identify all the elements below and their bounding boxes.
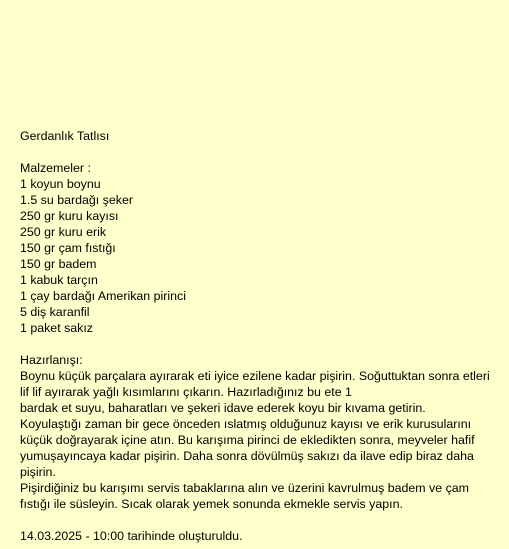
preparation-paragraph: Pişirdiğiniz bu karışımı servis tabaklarına alın ve üzerini kavrulmuş badem ve çam fıstığı ile süsleyin. Sıcak olarak yemek sonunda ekmekle servis yapın.: [20, 481, 469, 511]
spacer: [20, 512, 500, 528]
ingredient-item: 150 gr çam fıstığı: [20, 241, 116, 255]
spacer: [20, 336, 500, 352]
ingredient-item: 1 çay bardağı Amerikan pirinci: [20, 289, 186, 303]
preparation-paragraph: Boynu küçük parçalara ayırarak eti iyice ezilene kadar pişirin. Soğuttuktan sonra etleri lif lif ayırarak yağlı kısımlarını çıkarın. Hazırladığınız bu ete 1: [20, 369, 490, 399]
ingredients-heading: Malzemeler :: [20, 161, 91, 175]
created-timestamp: 14.03.2025 - 10:00 tarihinde oluşturuldu.: [20, 529, 243, 543]
spacer: [20, 144, 500, 160]
ingredient-item: 1 koyun boynu: [20, 177, 101, 191]
preparation-paragraph: bardak et suyu, baharatları ve şekeri idave ederek koyu bir kıvama getirin.: [20, 401, 426, 415]
ingredient-item: 1 kabuk tarçın: [20, 273, 98, 287]
recipe-title: Gerdanlık Tatlısı: [20, 129, 110, 143]
ingredient-item: 250 gr kuru kayısı: [20, 209, 119, 223]
ingredient-item: 250 gr kuru erik: [20, 225, 107, 239]
ingredient-item: 5 diş karanfil: [20, 305, 90, 319]
ingredient-item: 150 gr badem: [20, 257, 97, 271]
preparation-heading: Hazırlanışı:: [20, 353, 83, 367]
ingredient-item: 1 paket sakız: [20, 321, 94, 335]
preparation-paragraph: Koyulaştığı zaman bir gece önceden ıslatmış olduğunuz kayısı ve erik kurusularını küçük doğrayarak içine atın. Bu karışıma pirinci de ekledikten sonra, meyveler hafif yumuşayıncaya kadar pişirin. Daha sonra dövülmüş sakızı da ilave edip biraz daha pişirin.: [20, 417, 475, 479]
preparation-text: [20, 368, 500, 512]
recipe-document: [20, 128, 500, 544]
ingredients-list: [20, 176, 500, 336]
ingredient-item: 1.5 su bardağı şeker: [20, 193, 133, 207]
